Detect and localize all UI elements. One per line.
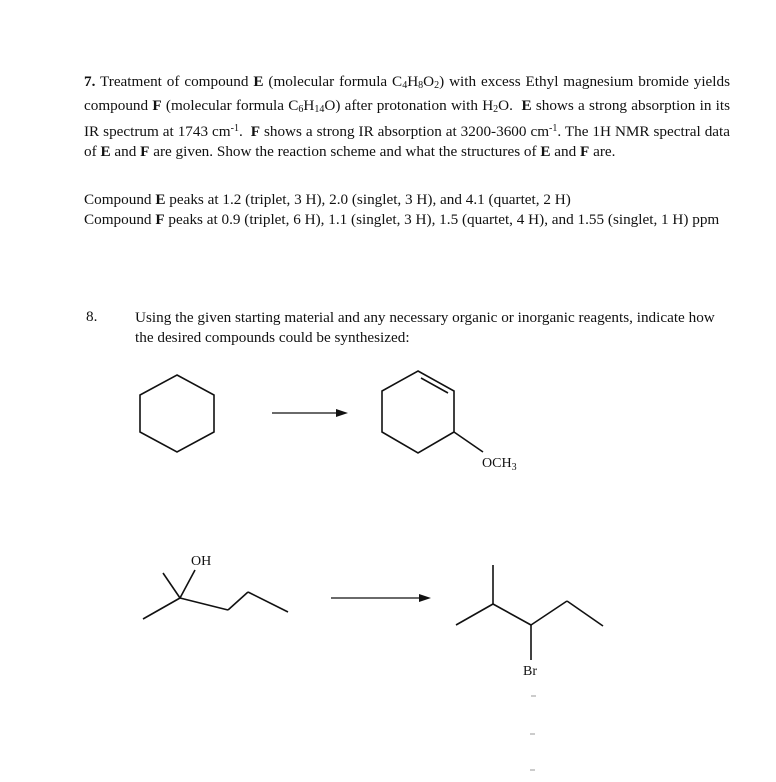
q7-text: (molecular formula C — [165, 96, 299, 114]
subscript: 2 — [434, 80, 440, 91]
compound-e-label: E — [100, 142, 111, 160]
compound-e-label: E — [540, 142, 551, 160]
question-8: Using the given starting material and any necessary organic or inorganic reagents, indicate how the desired compounds could be synthesized: — [135, 309, 715, 346]
peaks-text: Compound — [84, 210, 152, 228]
subscript: 4 — [402, 80, 408, 91]
och3-label: $OCH_3$ — [482, 456, 517, 473]
cyclohexene-structure — [382, 371, 454, 453]
alcohol-structure — [143, 570, 288, 619]
q7-text: H — [407, 73, 419, 90]
oh-label: OH — [191, 554, 212, 569]
q7-text: Treatment of compound — [100, 73, 249, 90]
q7-text: H — [303, 96, 315, 114]
compound-e-label: E — [253, 73, 264, 90]
q7-text: shows a strong absorption in its IR spectrum at 1743 cm — [84, 96, 731, 140]
q7-text: are. — [593, 142, 616, 160]
subscript: 6 — [298, 103, 304, 115]
q7-text: . The 1H NMR spectral data of — [84, 123, 731, 160]
reaction-arrow-2-head — [419, 594, 431, 602]
q7-text: shows a strong IR absorption at 3200-3600 cm — [263, 123, 550, 140]
q7-text: are given. Show the reaction scheme and what the structures of — [153, 142, 537, 160]
compound-e-label: E — [521, 96, 532, 114]
methoxy-bond — [454, 432, 483, 452]
q7-text: (molecular formula C — [268, 73, 403, 90]
compound-f-label: F — [140, 142, 150, 160]
peaks-text: peaks at 1.2 (triplet, 3 H), 2.0 (singlet, 3 H), and 4.1 (quartet, 2 H) — [169, 191, 571, 208]
cyclohexane-structure — [140, 375, 214, 452]
superscript: -1 — [230, 123, 239, 134]
q7-text: and — [554, 142, 577, 160]
peaks-text: Compound — [84, 191, 152, 208]
q7-text: O) after protonation with H — [324, 96, 494, 114]
br-label: Br — [523, 664, 537, 679]
compound-e-label: E — [155, 191, 166, 208]
q7-text: . — [238, 123, 243, 140]
subscript: 2 — [493, 103, 499, 115]
peaks-text: peaks at 0.9 (triplet, 6 H), 1.1 (singlet, 3 H), 1.5 (quartet, 4 H), and 1.55 (singlet, 1 H) ppm — [168, 210, 720, 228]
subscript: 14 — [314, 103, 325, 115]
superscript: -1 — [549, 123, 558, 134]
q7-number: 7. — [84, 73, 96, 90]
faint-marks — [530, 696, 536, 770]
q7-text: ) with excess Ethyl magnesium bromide yields compound — [84, 73, 731, 114]
compound-f-label: F — [155, 210, 165, 228]
compound-f-label: F — [580, 142, 590, 160]
q7-text: O — [423, 73, 435, 90]
q8-number: 8. — [86, 308, 98, 325]
compound-f-label: F — [250, 123, 260, 140]
bromide-structure — [456, 565, 603, 660]
subscript: 8 — [418, 80, 424, 91]
q7-text: and — [114, 142, 137, 160]
q7-text: O. — [498, 96, 513, 114]
reaction-arrow-1-head — [336, 409, 348, 417]
compound-f-label: F — [152, 96, 162, 114]
